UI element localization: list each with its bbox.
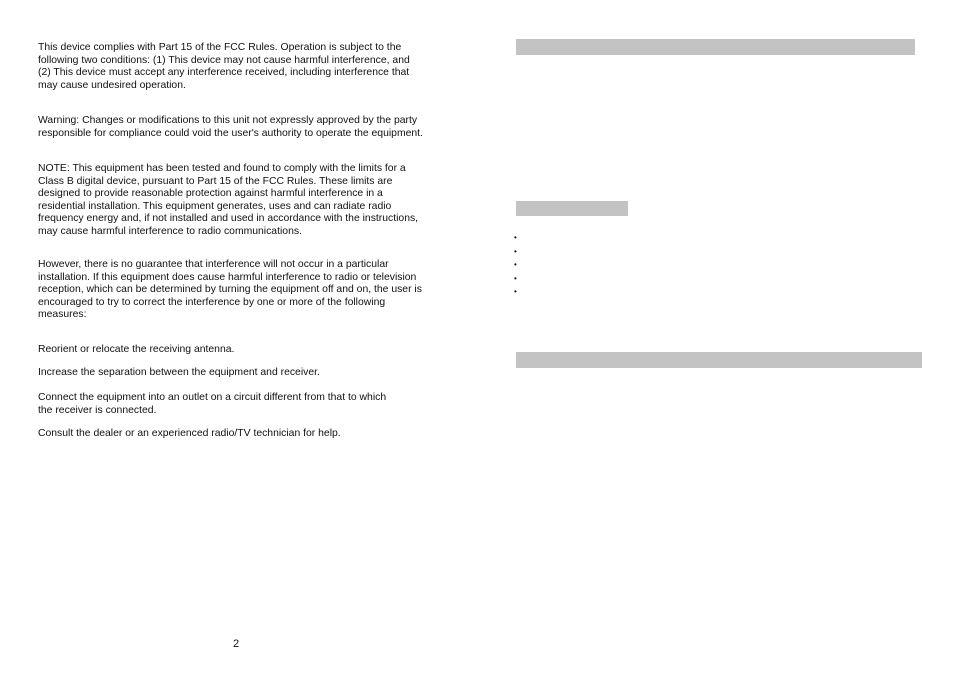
bullet-icon: • <box>514 246 517 256</box>
measure-item: Consult the dealer or an experienced radio/TV technician for help. <box>38 428 341 439</box>
page-number: 2 <box>233 638 240 650</box>
guarantee-paragraph: However, there is no guarantee that interference will not occur in a particular installation. If this equipment does cause harmful interference to radio or television reception, which can be determined by turning the equipment off and on, the user is encouraged to try to correct the interference by one or more of the following measures: <box>38 259 422 321</box>
bullet-icon: • <box>514 233 517 242</box>
compliance-paragraph: This device complies with Part 15 of the FCC Rules. Operation is subject to the following two conditions: (1) This device may not cause harmful interference, and (2) This device must accept any interference received, including interference that may cause undesired operation. <box>38 42 410 91</box>
bullet-list <box>514 231 517 299</box>
bullet-icon: • <box>514 260 517 270</box>
subsection-header-bar <box>516 201 628 216</box>
bullet-icon: • <box>514 273 517 283</box>
measure-item: Increase the separation between the equipment and receiver. <box>38 367 320 378</box>
section-header-bar <box>516 352 922 368</box>
measure-item: Connect the equipment into an outlet on a circuit different from that to which the receiver is connected. <box>38 392 387 416</box>
warning-paragraph: Warning: Changes or modifications to this unit not expressly approved by the party responsible for compliance could void the user's authority to operate the equipment. <box>38 115 423 139</box>
measure-item: Reorient or relocate the receiving antenna. <box>38 344 235 355</box>
bullet-icon: • <box>514 287 517 297</box>
note-paragraph: NOTE: This equipment has been tested and found to comply with the limits for a Class B digital device, pursuant to Part 15 of the FCC Rules. These limits are designed to provide reasonable protection against harmful interference in a residential installation. This equipment generates, uses and can radiate radio frequency energy and, if not installed and used in accordance with the instructions, may cause harmful interference to radio communications. <box>38 163 419 237</box>
section-header-bar <box>516 39 915 55</box>
